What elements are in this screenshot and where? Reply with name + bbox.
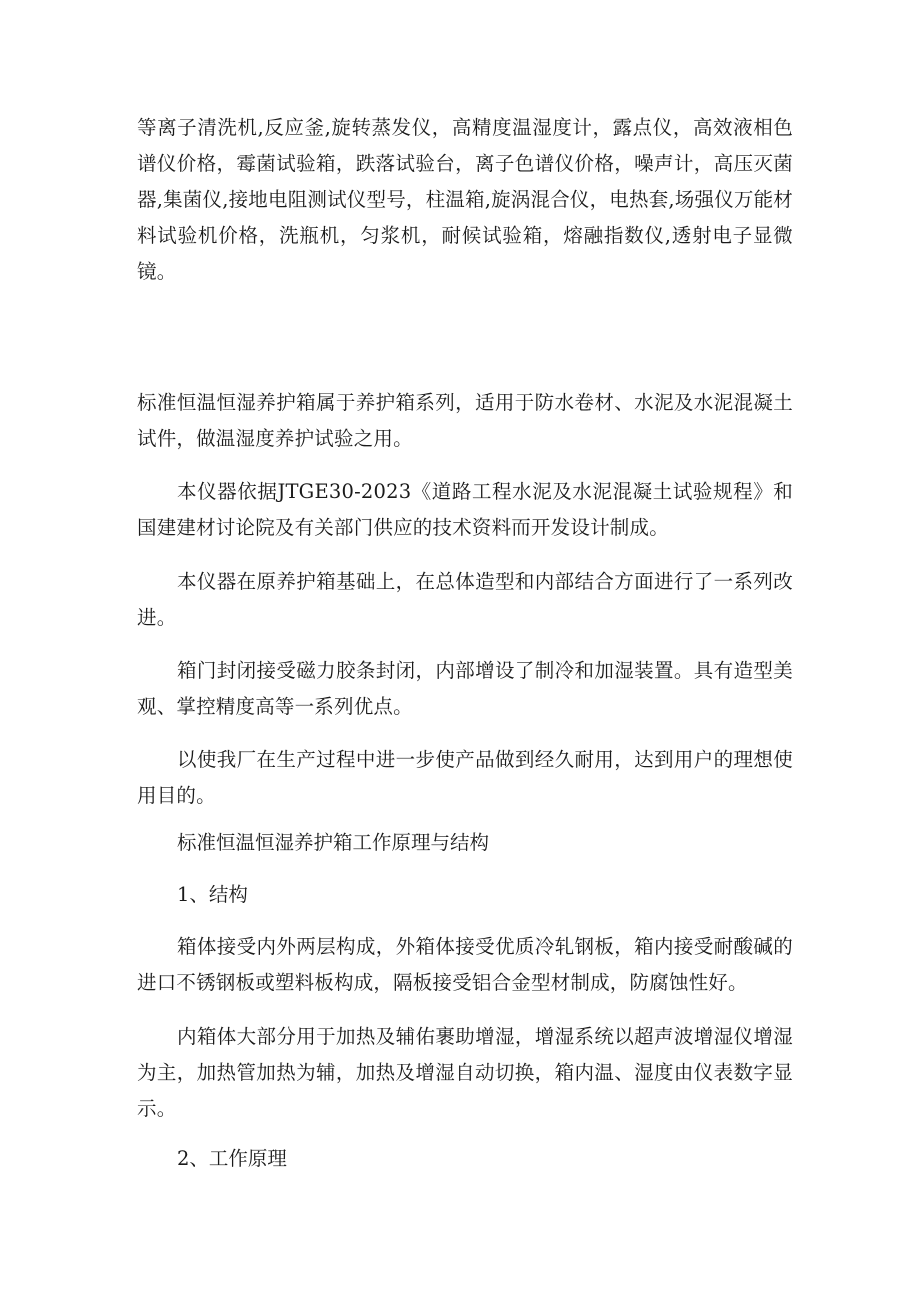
basis-paragraph: 本仪器依据JTGE30-2023《道路工程水泥及水泥混凝土试验规程》和国建建材讨论院及有关部门供应的技术资料而开发设计制成。: [137, 480, 793, 539]
door-paragraph: 箱门封闭接受磁力胶条封闭，内部增设了制冷和加湿装置。具有造型美观、掌控精度高等一系列优点。: [137, 659, 793, 718]
improvement-paragraph: 本仪器在原养护箱基础上，在总体造型和内部结合方面进行了一系列改进。: [137, 570, 793, 629]
structure-body-paragraph: 箱体接受内外两层构成，外箱体接受优质冷轧钢板，箱内接受耐酸碱的进口不锈钢板或塑料板构成，隔板接受铝合金型材制成，防腐蚀性好。: [137, 935, 793, 994]
purpose-paragraph: 以使我厂在生产过程中进一步使产品做到经久耐用，达到用户的理想使用目的。: [137, 748, 793, 807]
heading-principle: 2、工作原理: [177, 1147, 287, 1170]
heading-structure: 1、结构: [177, 883, 248, 906]
product-list-paragraph: 等离子清洗机,反应釜,旋转蒸发仪，高精度温湿度计，露点仪，高效液相色谱仪价格，霉菌试验箱，跌落试验台，离子色谱仪价格，噪声计，高压灭菌器,集菌仪,接地电阻测试仪型号，柱温箱,旋涡混合仪，电热套,场强仪万能材料试验机价格，洗瓶机，匀浆机，耐候试验箱，熔融指数仪,透射电子显微镜。: [137, 116, 793, 283]
structure-humidify-paragraph: 内箱体大部分用于加热及辅佑裹助增湿，增湿系统以超声波增湿仪增湿为主，加热管加热为辅，加热及增湿自动切换，箱内温、湿度由仪表数字显示。: [137, 1025, 793, 1120]
intro-paragraph: 标准恒温恒湿养护箱属于养护箱系列，适用于防水卷材、水泥及水泥混凝土试件，做温湿度养护试验之用。: [137, 391, 793, 450]
section-title: 标准恒温恒湿养护箱工作原理与结构: [177, 831, 490, 854]
